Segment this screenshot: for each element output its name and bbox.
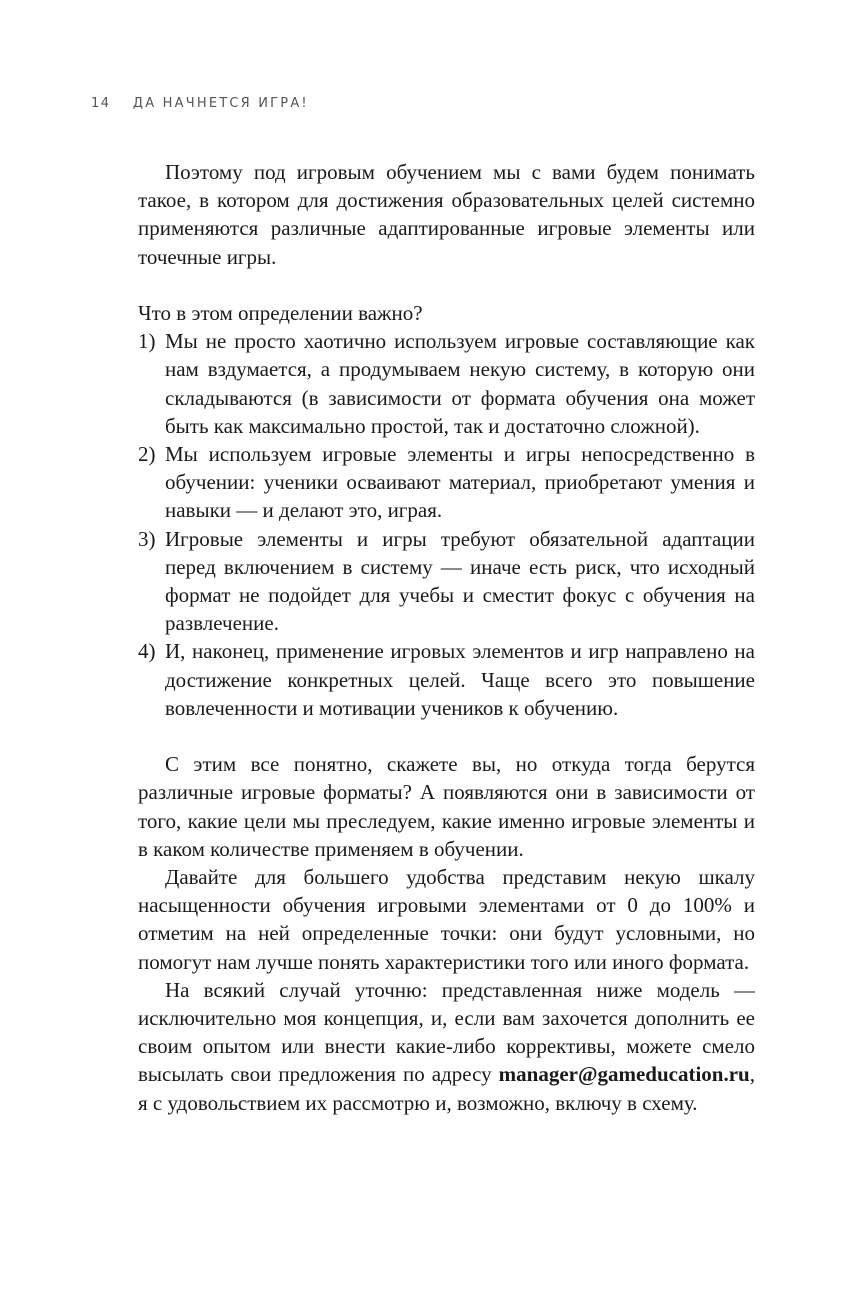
paragraph-question: Что в этом определении важно? (138, 301, 423, 325)
definition-list (138, 327, 755, 722)
list-item-number: 1) (138, 329, 156, 354)
list-item (138, 525, 755, 638)
paragraph-definition: Поэтому под игровым обучением мы с вами будем понимать такое, в котором для достижения образовательных целей системно применяются различные адаптированные игровые элементы или точечные игры. (138, 160, 755, 269)
list-item (138, 637, 755, 722)
list-item-number: 2) (138, 442, 156, 467)
page-body (138, 158, 755, 1117)
list-item-number: 3) (138, 526, 156, 551)
list-item-text: Мы не просто хаотично используем игровые составляющие как нам вздумается, а продумываем некую систему, в которую они складываются (в зависимости от формата обучения она может быть как максимально простой, так и достаточно сложной). (165, 329, 755, 438)
list-item-text: И, наконец, применение игровых элементов и игр направлено на достижение конкретных целей. Чаще всего это повышение вовлеченности и мотивации учеников к обучению. (165, 639, 755, 720)
feedback-text-before: На всякий случай уточню: представленная ниже модель — исключительно моя концепция, и, если вам захочется дополнить ее своим опытом или внести какие-либо коррективы, можете смело высылать свои предложения по адресу (138, 977, 755, 1087)
list-item (138, 440, 755, 525)
chapter-title: ДА НАЧНЕТСЯ ИГРА! (132, 96, 309, 111)
list-item-number: 4) (138, 639, 156, 664)
list-item-text: Игровые элементы и игры требуют обязательной адаптации перед включением в систему — иначе есть риск, что исходный формат не подойдет для учебы и сместит фокус с обучения на развлечение. (165, 526, 755, 636)
paragraph-formats: С этим все понятно, скажете вы, но откуда тогда берутся различные игровые форматы? А появляются они в зависимости от того, какие цели мы преследуем, какие именно игровые элементы и в каком количестве применяем в обучении. (138, 752, 755, 861)
page-number: 14 (91, 96, 111, 111)
running-head (91, 96, 309, 111)
list-item (138, 327, 755, 440)
feedback-text-after: , я с удовольствием их рассмотрю и, возможно, включу в схему. (138, 1062, 755, 1115)
email-link[interactable]: manager@gameducation.ru (498, 1062, 750, 1087)
list-item-text: Мы используем игровые элементы и игры непосредственно в обучении: ученики осваивают материал, приобретают умения и навыки — и делают это, играя. (165, 442, 755, 523)
paragraph-feedback (138, 976, 755, 1117)
paragraph-scale: Давайте для большего удобства представим некую шкалу насыщенности обучения игровыми элементами от 0 до 100% и отметим на ней определенные точки: они будут условными, но помогут нам лучше понять характеристики того или иного формата. (138, 865, 755, 974)
